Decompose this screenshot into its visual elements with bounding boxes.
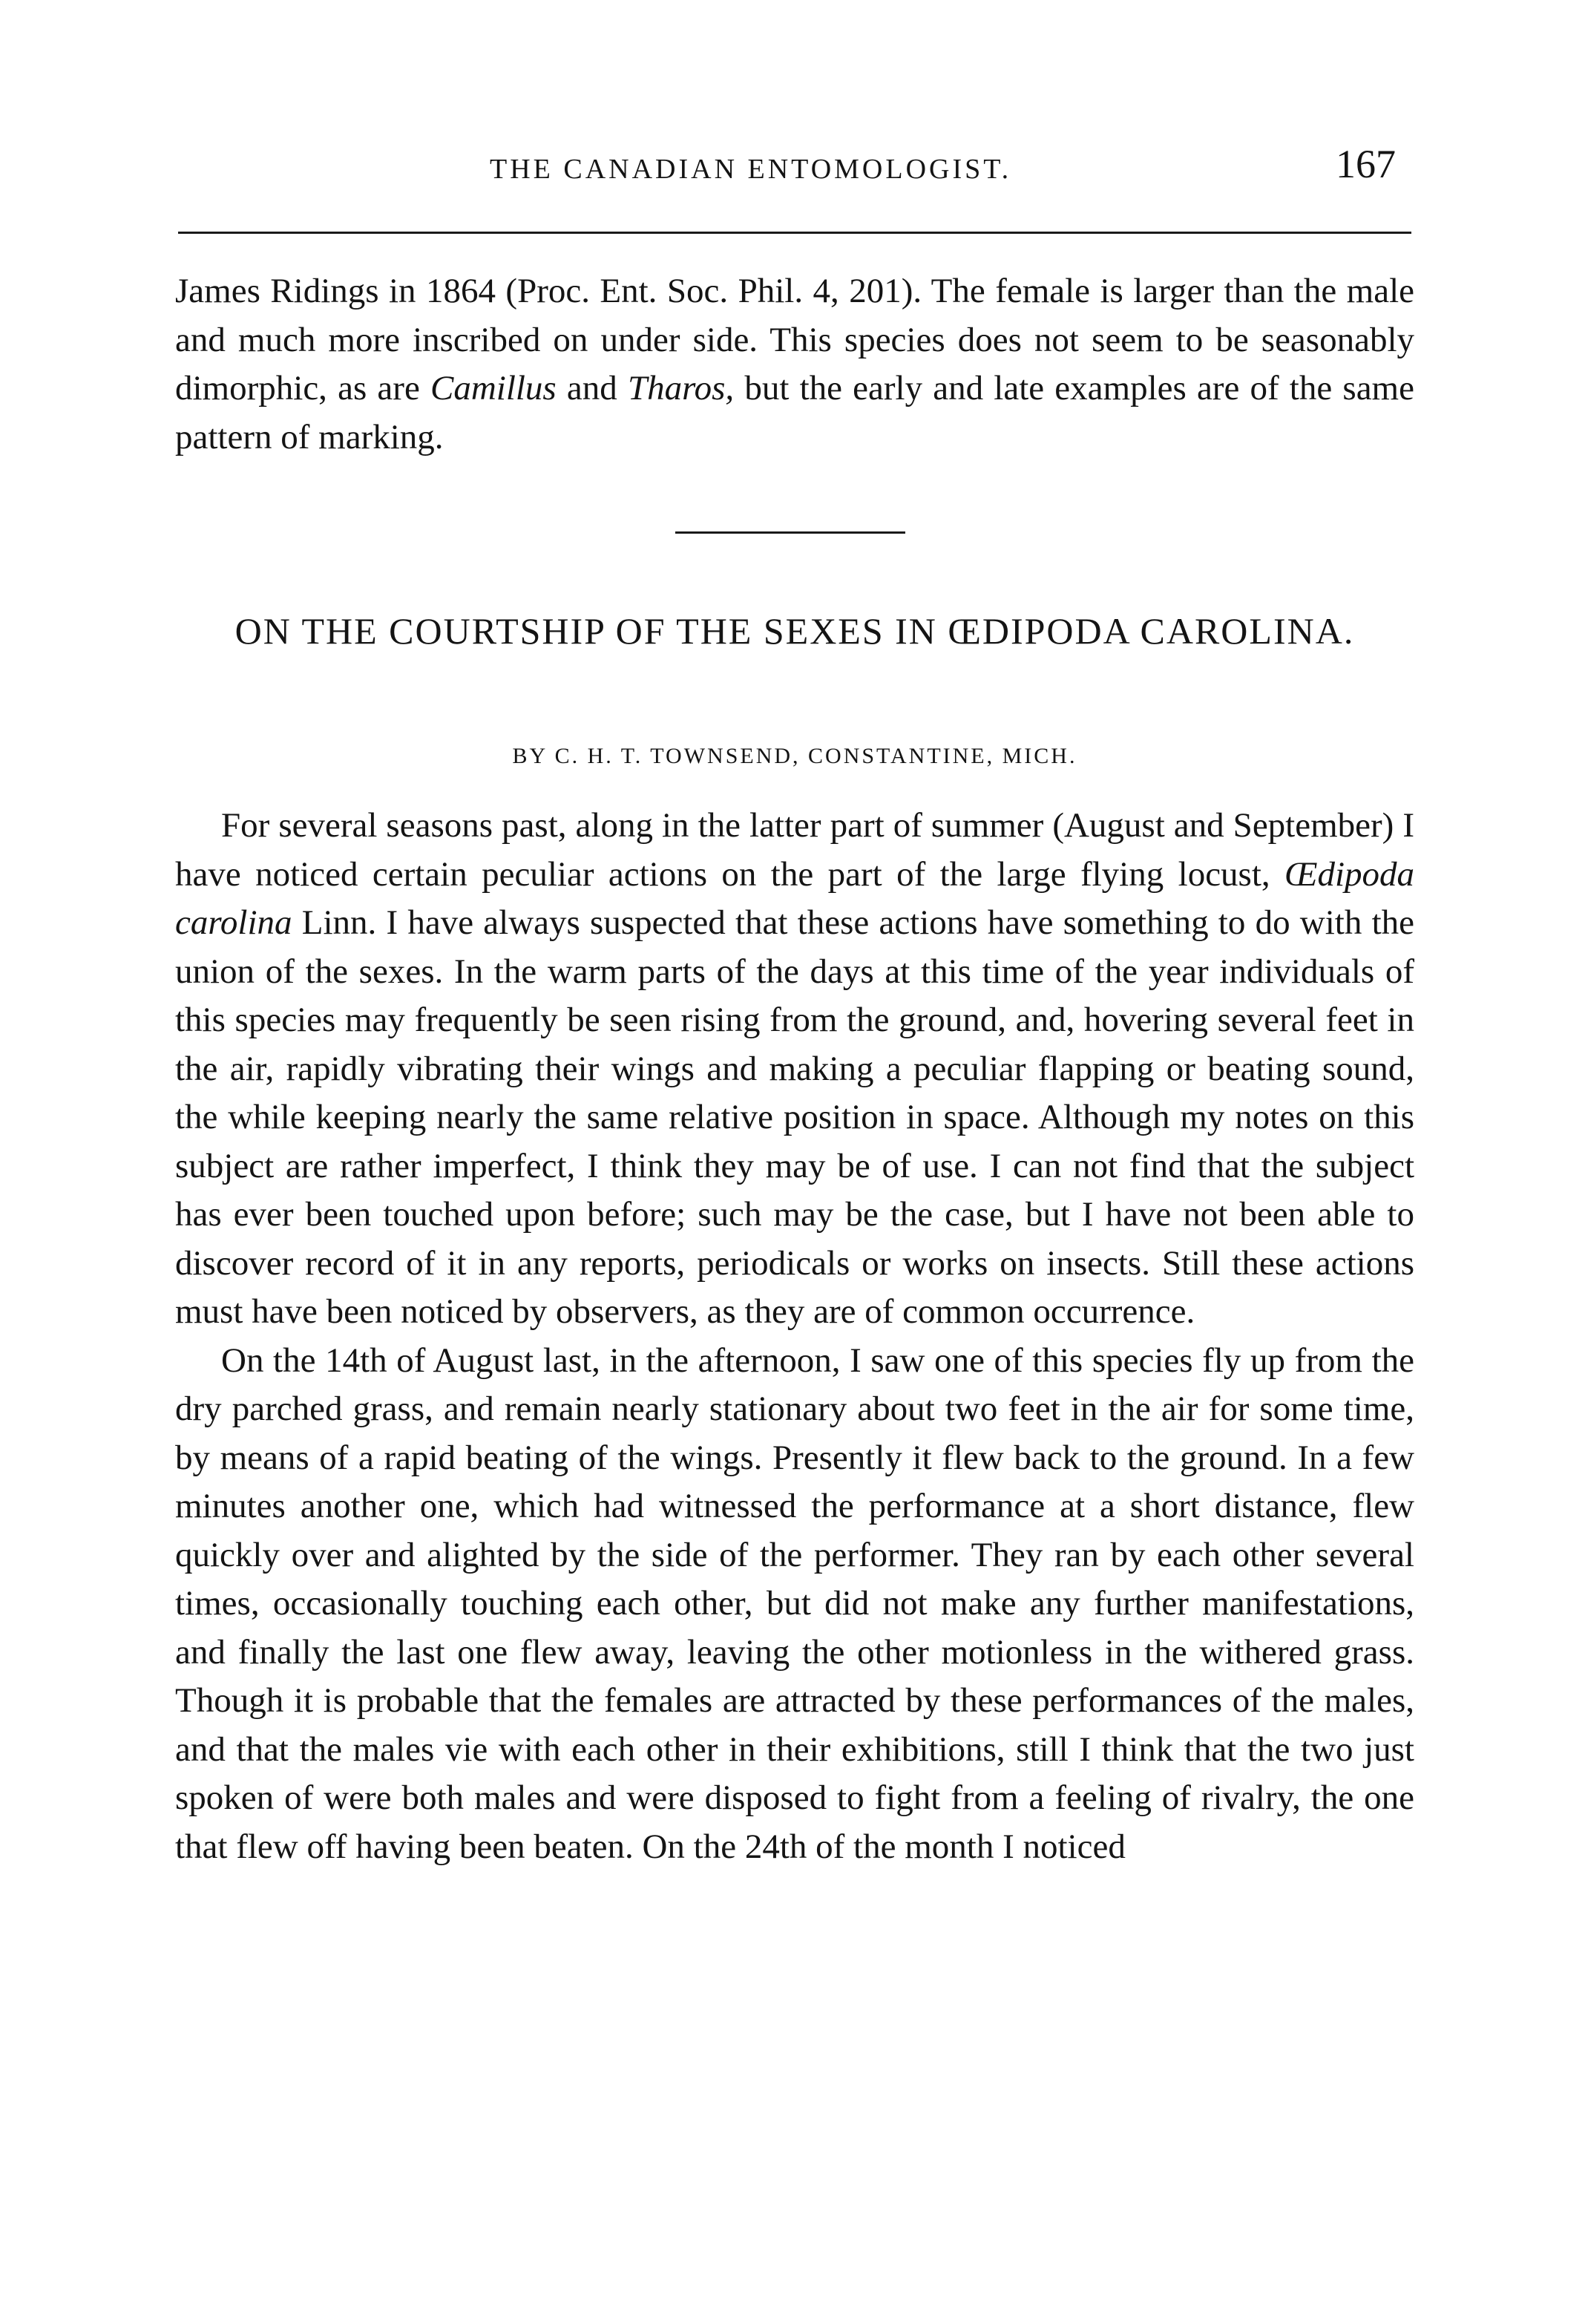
- text-run: Linn. I have always suspected that these actions have something to do with the union of the sexes. In the warm parts of the days at this time of the year individuals of this species may frequently be seen rising from the ground, and, hovering several feet in the air, rapidly vibrating their wings and making a peculiar flapping or beating sound, the while keeping nearly the same relative position in space. Although my notes on this subject are rather imperfect, I think they may be of use. I can not find that the subject has ever been touched upon before; such may be the case, but I have not been able to discover record of it in any reports, periodicals or works on insects. Still these actions must have been noticed by observers, as they are of common occurrence.: [175, 903, 1414, 1331]
- article-paragraph-1: [175, 802, 1414, 1337]
- running-head: [0, 142, 1585, 193]
- species-name-camillus: Camillus: [430, 369, 557, 407]
- journal-title: THE CANADIAN ENTOMOLOGIST.: [490, 154, 1012, 185]
- text-run: James Ridings in 1864 (Proc. Ent. Soc. Phil. 4, 201). The female is larger than the male and much more inscribed on under side. This species does not seem to be seasonably dimorphic, as are: [175, 272, 1414, 407]
- previous-article-paragraph: [175, 267, 1414, 462]
- section-divider-rule: [675, 531, 905, 534]
- page-number: 167: [1336, 142, 1396, 186]
- article-byline: BY C. H. T. TOWNSEND, CONSTANTINE, MICH.: [512, 744, 1077, 768]
- species-name-oedipoda: Œdipoda carolina: [175, 854, 1414, 942]
- article-title: ON THE COURTSHIP OF THE SEXES IN ŒDIPODA CAROLINA.: [234, 610, 1355, 652]
- previous-article-text: [175, 267, 1414, 462]
- article-body: [175, 802, 1414, 1871]
- text-run: For several seasons past, along in the latter part of summer (August and September) I have noticed certain peculiar actions on the part of the large flying locust,: [175, 806, 1414, 894]
- species-name-tharos: Tharos,: [627, 369, 735, 407]
- article-paragraph-2: On the 14th of August last, in the afternoon, I saw one of this species fly up from the dry parched grass, and remain nearly stationary about two feet in the air for some time, by means of a rapid beating of the wings. Presently it flew back to the ground. In a few minutes another one, which had witnessed the performance at a short distance, flew quickly over and alighted by the side of the performer. They ran by each other several times, occasionally touching each other, but did not make any further manifestations, and finally the last one flew away, leaving the other motionless in the withered grass. Though it is probable that the females are attracted by these performances of the males, and that the males vie with each other in their exhibitions, still I think that the two just spoken of were both males and were disposed to fight from a feeling of rivalry, the one that flew off having been beaten. On the 24th of the month I noticed: [175, 1341, 1414, 1866]
- header-rule: [178, 232, 1411, 234]
- text-run: but the early and late examples are of the same pattern of marking.: [175, 369, 1414, 456]
- text-run: and: [556, 369, 628, 407]
